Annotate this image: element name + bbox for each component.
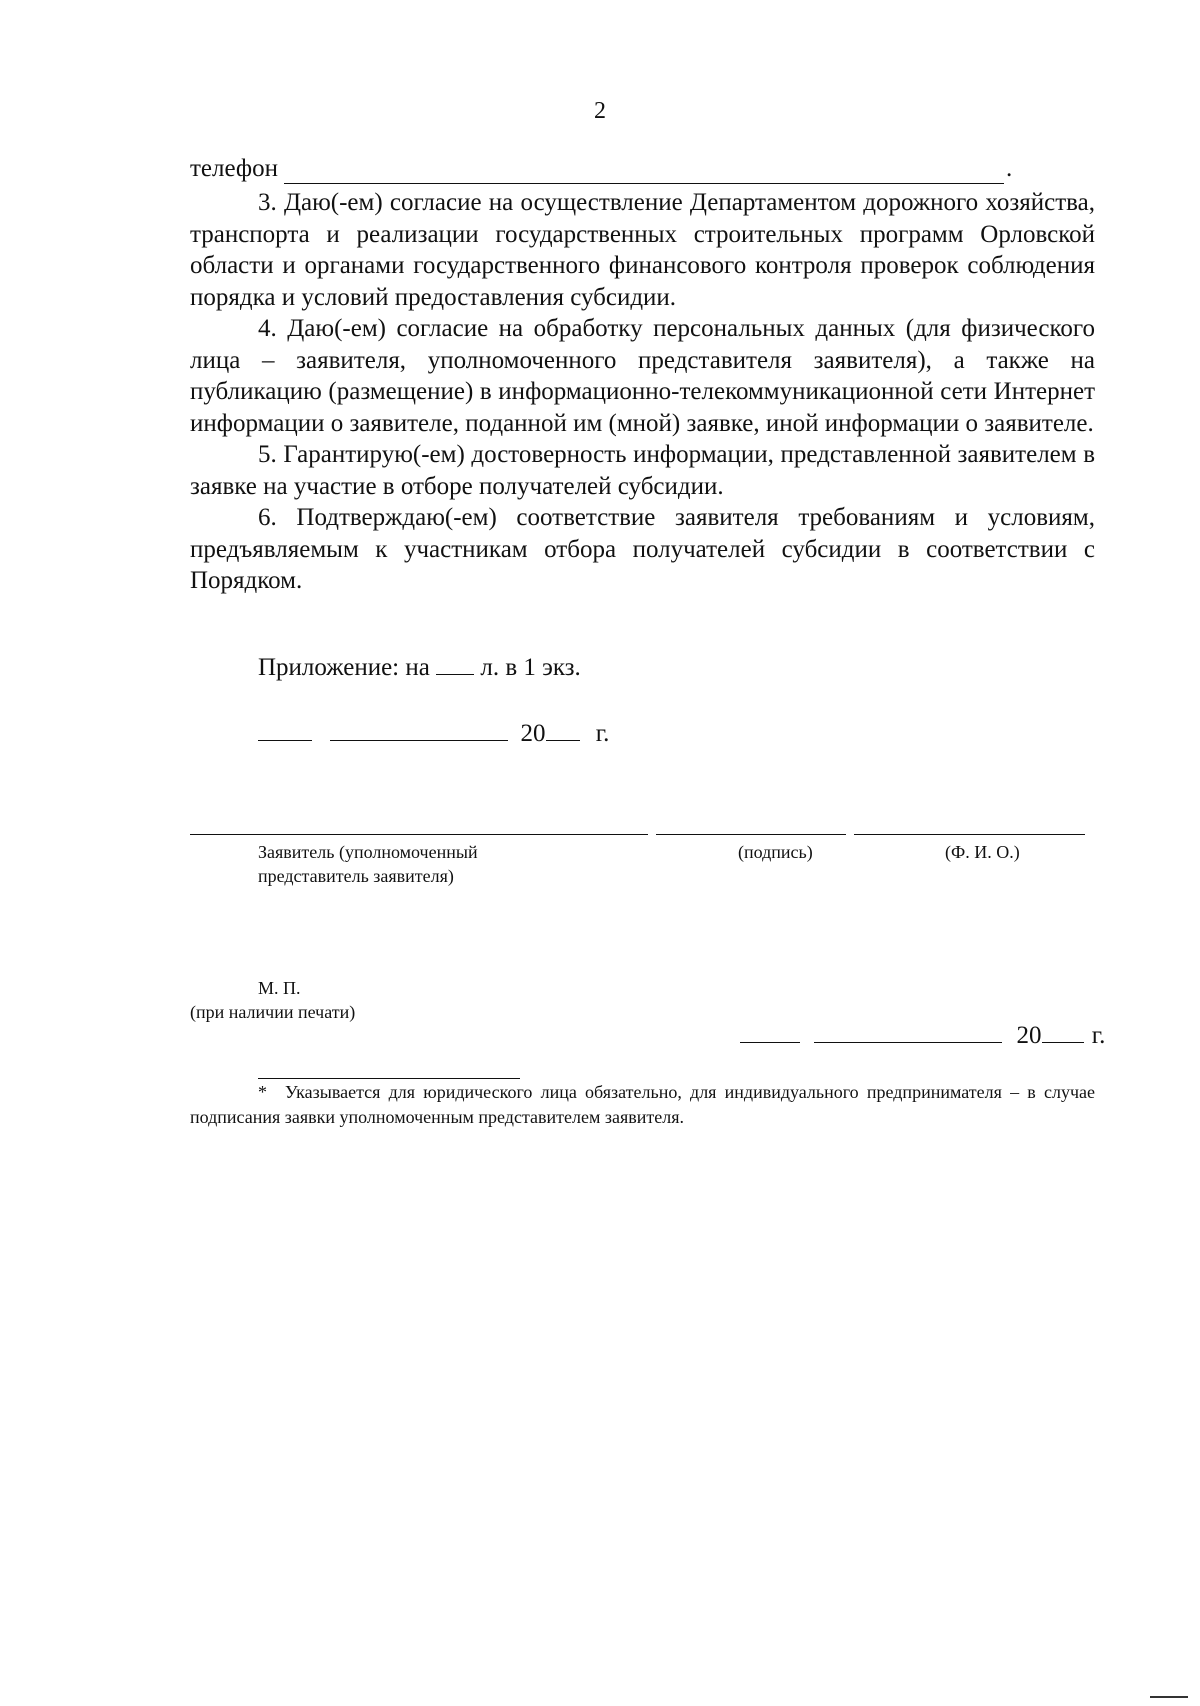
year-prefix: 20 xyxy=(520,720,546,747)
footnote xyxy=(190,1080,1095,1130)
consent-paragraphs xyxy=(190,187,1095,597)
page-number: 2 xyxy=(594,98,606,124)
phone-blank xyxy=(284,161,1004,184)
stamp-note: (при наличии печати) xyxy=(190,1002,356,1022)
corner-mark xyxy=(1150,1696,1188,1698)
sign-caption: (подпись) xyxy=(738,842,813,862)
year-prefix-2: 20 xyxy=(1016,1022,1042,1049)
year-blank-2 xyxy=(1042,1020,1084,1043)
paragraph-5: 5. Гарантирую(-ем) достоверность информации, представленной заявителем в заявке на участие в отборе получателей субсидии. xyxy=(190,441,1095,500)
paragraph-4: 4. Даю(-ем) согласие на обработку персональных данных (для физического лица – заявителя, уполномоченного представителя заявителя), а также на публикацию (размещение) в информационно-телекоммуникационной сети Интернет информации о заявителе, поданной им (мной) заявке, иной информации о заявителе. xyxy=(190,315,1095,437)
phone-end-dot: . xyxy=(1005,154,1013,182)
date-line-1 xyxy=(258,718,609,748)
applicant-line xyxy=(190,834,648,835)
stamp-label: М. П. xyxy=(258,978,301,998)
applicant-caption: Заявитель (уполномоченный представитель заявителя) xyxy=(258,842,478,886)
sign-line xyxy=(656,834,846,835)
month-blank-2 xyxy=(814,1020,1002,1043)
appendix-prefix: Приложение: на xyxy=(258,654,430,681)
appendix-suffix: л. в 1 экз. xyxy=(480,654,581,681)
fio-caption: (Ф. И. О.) xyxy=(945,842,1020,862)
month-blank xyxy=(330,718,508,741)
footnote-rule xyxy=(258,1078,520,1079)
paragraph-3: 3. Даю(-ем) согласие на осуществление Департаментом дорожного хозяйства, транспорта и реализации государственных строительных программ Орловской области и органами государственного финансового контроля проверок соблюдения порядка и условий предоставления субсидии. xyxy=(190,189,1095,311)
appendix-pages-blank xyxy=(436,652,474,675)
footnote-mark: * xyxy=(258,1082,267,1102)
day-blank-2 xyxy=(740,1020,800,1043)
fio-line xyxy=(854,834,1085,835)
day-blank xyxy=(258,718,312,741)
signature-lines xyxy=(190,834,1085,836)
footnote-text: Указывается для юридического лица обязательно, для индивидуального предпринимателя – в случае подписания заявки уполномоченным представителем заявителя. xyxy=(190,1082,1095,1127)
year-suffix: г. xyxy=(595,720,610,747)
phone-label: телефон xyxy=(190,154,278,182)
phone-field-row xyxy=(190,152,1095,184)
year-blank xyxy=(546,718,580,741)
paragraph-6: 6. Подтверждаю(-ем) соответствие заявителя требованиям и условиям, предъявляемым к участникам отбора получателей субсидии в соответствии с Порядком. xyxy=(190,504,1095,594)
date-line-2 xyxy=(740,1020,1105,1050)
appendix-line xyxy=(258,652,581,682)
year-suffix-2: г. xyxy=(1091,1022,1106,1049)
